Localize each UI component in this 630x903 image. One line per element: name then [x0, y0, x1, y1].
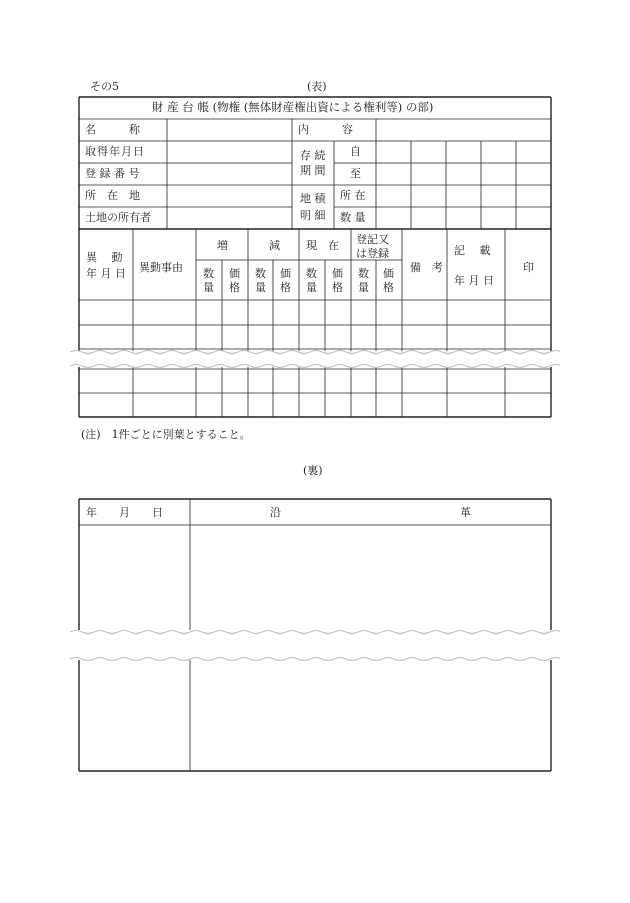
- hdr-registration-1: 登記又: [356, 233, 389, 246]
- hdr-entry-date-1: 記 載: [454, 244, 491, 257]
- hdr-change-date-1: 異 動: [86, 251, 123, 264]
- label-content: 内 容: [298, 123, 353, 136]
- label-duration-2: 期 間: [300, 164, 326, 177]
- hdr-decrease: 減: [269, 239, 280, 252]
- label-registration-number: 登 録 番 号: [85, 167, 140, 180]
- ledger-title: 財 産 台 帳 (物権 (無体財産権出資による権利等) の部): [152, 100, 434, 114]
- label-name: 名 称: [85, 123, 140, 136]
- label-from: 自: [350, 145, 361, 158]
- footnote: (注) 1件ごとに別葉とすること。: [81, 428, 251, 441]
- back-col-history-1: 沿: [270, 506, 281, 519]
- label-place: 所 在: [340, 189, 366, 202]
- back-col-date: 年 月 日: [86, 506, 163, 519]
- hdr-seal: 印: [523, 261, 534, 274]
- label-to: 至: [350, 167, 361, 180]
- hdr-entry-date-2: 年 月 日: [454, 274, 494, 287]
- label-area-2: 明 細: [300, 209, 326, 222]
- hdr-remarks: 備 考: [410, 261, 443, 274]
- table-break-back: [70, 628, 560, 662]
- hdr-current: 現 在: [306, 239, 339, 252]
- label-land-owner: 土地の所有者: [85, 211, 151, 224]
- front-label: (表): [307, 80, 327, 93]
- back-col-history-2: 革: [460, 506, 471, 519]
- hdr-registration-2: は登録: [356, 247, 389, 260]
- label-acquired-date: 取得年月日: [85, 145, 145, 158]
- page-label: その5: [90, 80, 119, 93]
- hdr-change-date-2: 年 月 日: [86, 267, 126, 280]
- label-duration-1: 存 続: [300, 149, 326, 162]
- hdr-increase: 増: [217, 239, 228, 252]
- label-area-1: 地 積: [300, 192, 326, 205]
- label-location: 所 在 地: [85, 189, 140, 202]
- table-break-front: [70, 348, 560, 370]
- back-label: (裏): [303, 464, 323, 477]
- hdr-change-reason: 異動事由: [139, 261, 183, 274]
- label-quantity: 数 量: [340, 211, 366, 224]
